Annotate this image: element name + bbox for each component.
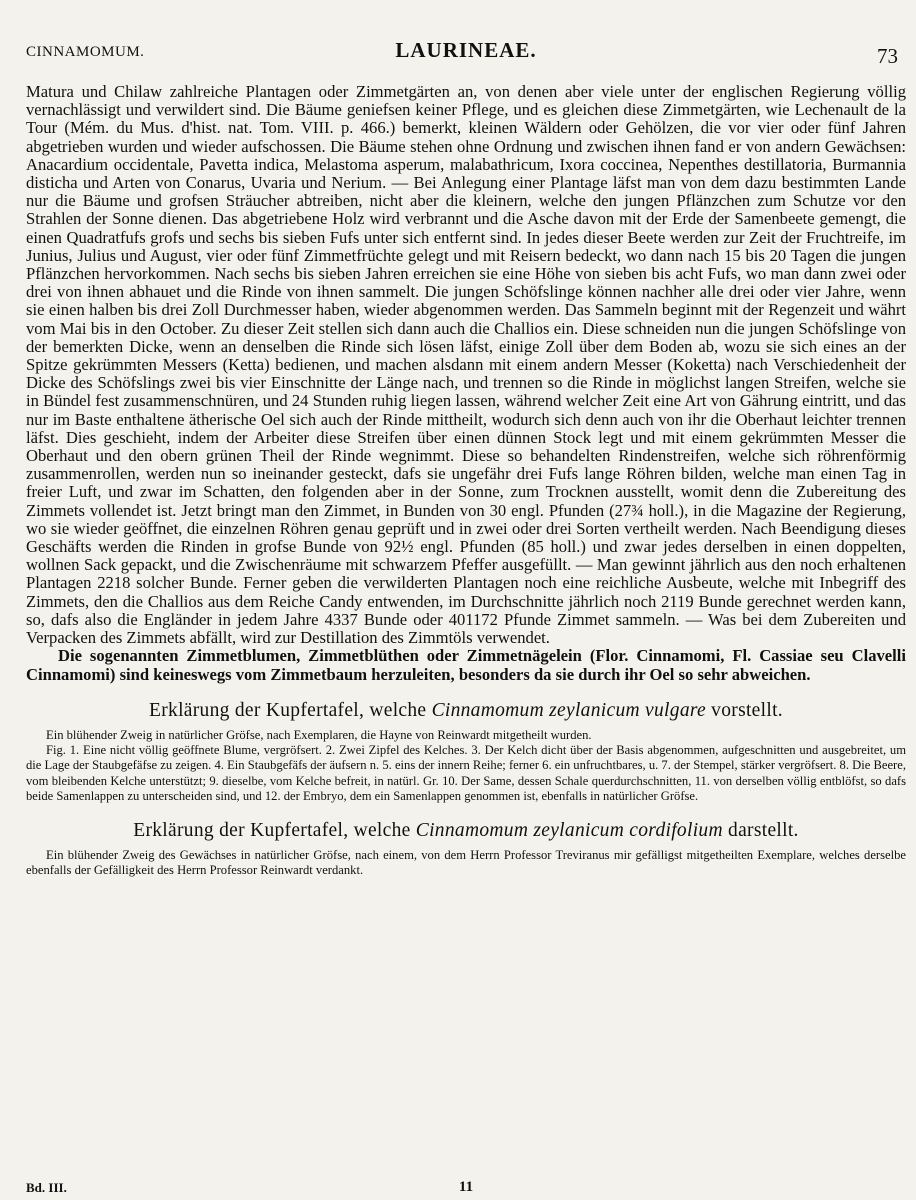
title-text: Erklärung der Kupfertafel, welche <box>133 820 416 842</box>
title-suffix: vorstellt. <box>706 699 783 721</box>
running-head-family: LAURINEAE. <box>395 38 537 62</box>
main-text <box>26 83 906 684</box>
page-footer <box>26 1178 906 1198</box>
plate-explanation-title-1 <box>26 700 906 722</box>
signature-mark: 11 <box>458 1179 474 1195</box>
species-name: Cinnamomum zeylanicum vulgare <box>431 699 706 721</box>
species-name: Cinnamomum zeylanicum cordifolium <box>415 820 723 842</box>
title-suffix: darstellt. <box>722 820 799 842</box>
running-head-genus: CINNAMOMUM. <box>26 44 145 60</box>
plate-intro: Ein blühender Zweig in natürlicher Gröfse, nach Exemplaren, die Hayne von Reinwardt mitgetheilt wurden. <box>46 727 592 742</box>
title-text: Erklärung der Kupfertafel, welche <box>149 699 432 721</box>
paragraph-cultivation: Matura und Chilaw zahlreiche Plantagen oder Zimmetgärten an, von denen aber viele unter der englischen Regierung völlig vernachlässigt und verwildert sind. Die Bäume geniefsen keiner Pflege, und es gleichen diese Zimmetgärten, wie Lechenault de la Tour (Mém. du Mus. d'hist. nat. Tom. VIII. p. 466.) bemerkt, kleinen Wäldern oder Gehölzen, die vor vier oder fünf Jahren abgetrieben wurden und wieder aufschossen. Die Bäume stehen ohne Ordnung und zwischen ihnen fand er von andern Gewächsen: Anacardium occidentale, Pavetta indica, Melastoma asperum, malabathricum, Ixora coccinea, Nepenthes destillatoria, Burmannia disticha und Arten von Conarus, Uvaria und Nerium. — Bei Anlegung einer Plantage läfst man von dem dazu bestimmten Lande nur die Bäume und grofsen Sträucher abtreiben, nicht aber die kleinern, welche den jungen Pflänzchen zum Schutze vor den Strahlen der Sonne dienen. Das abgetriebene Holz wird verbrannt und die Asche davon mit der Erde der Samenbeete gemengt, die einen Quadratfufs grofs und sechs bis sieben Fufs unter sich entfernt sind. In jedes dieser Beete werden zur Zeit der Fruchtreife, im Junius, Julius und August, vier oder fünf Zimmetfrüchte gelegt und mit Reisern bedeckt, wo dann nach 15 bis 20 Tagen die jungen Pflänzchen hervorkommen. Nach sechs bis sieben Jahren erreichen sie eine Höhe von sieben bis acht Fufs, wo man dann zwei oder drei von ihnen abhauet und die Rinde von ihnen sammelt. Die jungen Schöfslinge können nachher alle drei oder vier Jahre, wenn sie einen halben bis drei Zoll Durchmesser haben, wieder abgenommen werden. Das Sammeln beginnt mit der Regenzeit und währt vom Mai bis in den October. Zu dieser Zeit stellen sich dann auch die Challios ein. Diese schneiden nun die jungen Schöfslinge von der bemerkten Dicke, wenn an denselben die Rinde sich lösen läfst, einige Zoll über dem Boden ab, wozu sie sich eines an der Spitze gekrümmten Messers (Ketta) bedienen, und machen alsdann mit einem andern Messer (Koketta) nach Verschiedenheit der Dicke des Schöfslings zwei bis vier Einschnitte der Länge nach, und trennen so die Rinde in möglichst langen Streifen, welche sie in Bündel fest zusammenschnüren, und 24 Stunden ruhig liegen lassen, während welcher Zeit eine Art von Gährung eintritt, und das nur im Baste enthaltene ätherische Oel sich auch der Rinde mittheilt, wodurch sich denn auch von ihr die Oberhaut leichter trennen läfst. Dies geschieht, indem der Arbeiter diese Streifen über einen dünnen Stock legt und mit einem gekrümmten Messer die Oberhaut und den obern grünen Theil der Rinde wegnimmt. Diese so behandelten Rindenstreifen, welche sich röhrenförmig zusammenrollen, werden nun so ineinander gesteckt, dafs sie ungefähr drei Fufs lange Röhren bilden, welche man einen Tag in freier Luft, und zwar im Schatten, den folgenden aber in der Sonne, zum Trocknen ausstellt, womit denn die Zubereitung des Zimmets vollendet ist. Jetzt bringt man den Zimmet, in Bunden von 30 engl. Pfunden (27¾ holl.), in die Magazine der Regierung, wo sie wieder geöffnet, die einzelnen Röhren genau geprüft und in zwei oder drei Sorten vertheilt werden. Nach Beendigung dieses Geschäfts werden die Rinden in grofse Bunde von 92½ engl. Pfunden (85 holl.) und zwar jedes derselben in einen doppelten, wollnen Sack gepackt, und die Zwischenräume mit schwarzem Pfeffer ausgefüllt. — Man gewinnt jährlich aus den noch erhaltenen Plantagen 2218 solcher Bunde. Ferner geben die verwilderten Plantagen noch eine reichliche Ausbeute, welche mit Inbegriff des Zimmets, den die Challios aus dem Reiche Candy entwenden, im Durchschnitte jährlich noch 2119 Bunde gerechnet werden kann, so, dafs also die Engländer in jedem Jahre 4337 Bunde oder 401172 Pfunde Zimmet sammeln. — Was bei dem Zubereiten und Verpacken des Zimmets abfällt, wird zur Destillation des Zimmtöls verwendet. <box>26 82 906 648</box>
plate-explanation-1 <box>26 728 906 804</box>
plate-figures: Fig. 1. Eine nicht völlig geöffnete Blume, vergröfsert. 2. Zwei Zipfel des Kelches. 3. Der Kelch dicht über der Basis abgenommen, aufgeschnitten und ausgebreitet, um die Lage der Staubgefäfse zu zeigen. 4. Ein Staubgefäfs der äufsern n. 5. eins der innern Reihe; ferner 6. ein unfruchtbares, u. 7. der Stempel, stärker vergröfsert. 8. Die Beere, vom bleibenden Kelche unterstützt; 9. dieselbe, vom Kelche befreit, in natürl. Gr. 10. Der Same, dessen Schale querdurchschnitten, 11. von derselben völlig entblöfst, so dafs beide Samenlappen zu unterscheiden sind, und 12. der Embryo, dem ein Samenlappen genommen ist, ebenfalls in natürlicher Gröfse. <box>26 743 906 803</box>
plate-explanation-2 <box>26 848 906 879</box>
plate-explanation-title-2 <box>26 820 906 842</box>
volume-mark: Bd. III. <box>26 1180 67 1195</box>
page-header <box>26 0 906 68</box>
plate-intro: Ein blühender Zweig des Gewächses in natürlicher Gröfse, nach einem, von dem Herrn Professor Treviranus mir gefälligst mitgetheilten Exemplare, welches derselbe ebenfalls der Gefälligkeit des Herrn Professor Reinwardt verdankt. <box>26 848 906 878</box>
page-number: 73 <box>877 44 898 68</box>
paragraph-cinnamon-flowers: Die sogenannten Zimmetblumen, Zimmetblüthen oder Zimmetnägelein (Flor. Cinnamomi, Fl. Cassiae seu Clavelli Cinnamomi) sind keineswegs vom Zimmetbaum herzuleiten, besonders da sie durch ihr Oel so sehr abweichen. <box>26 646 906 684</box>
